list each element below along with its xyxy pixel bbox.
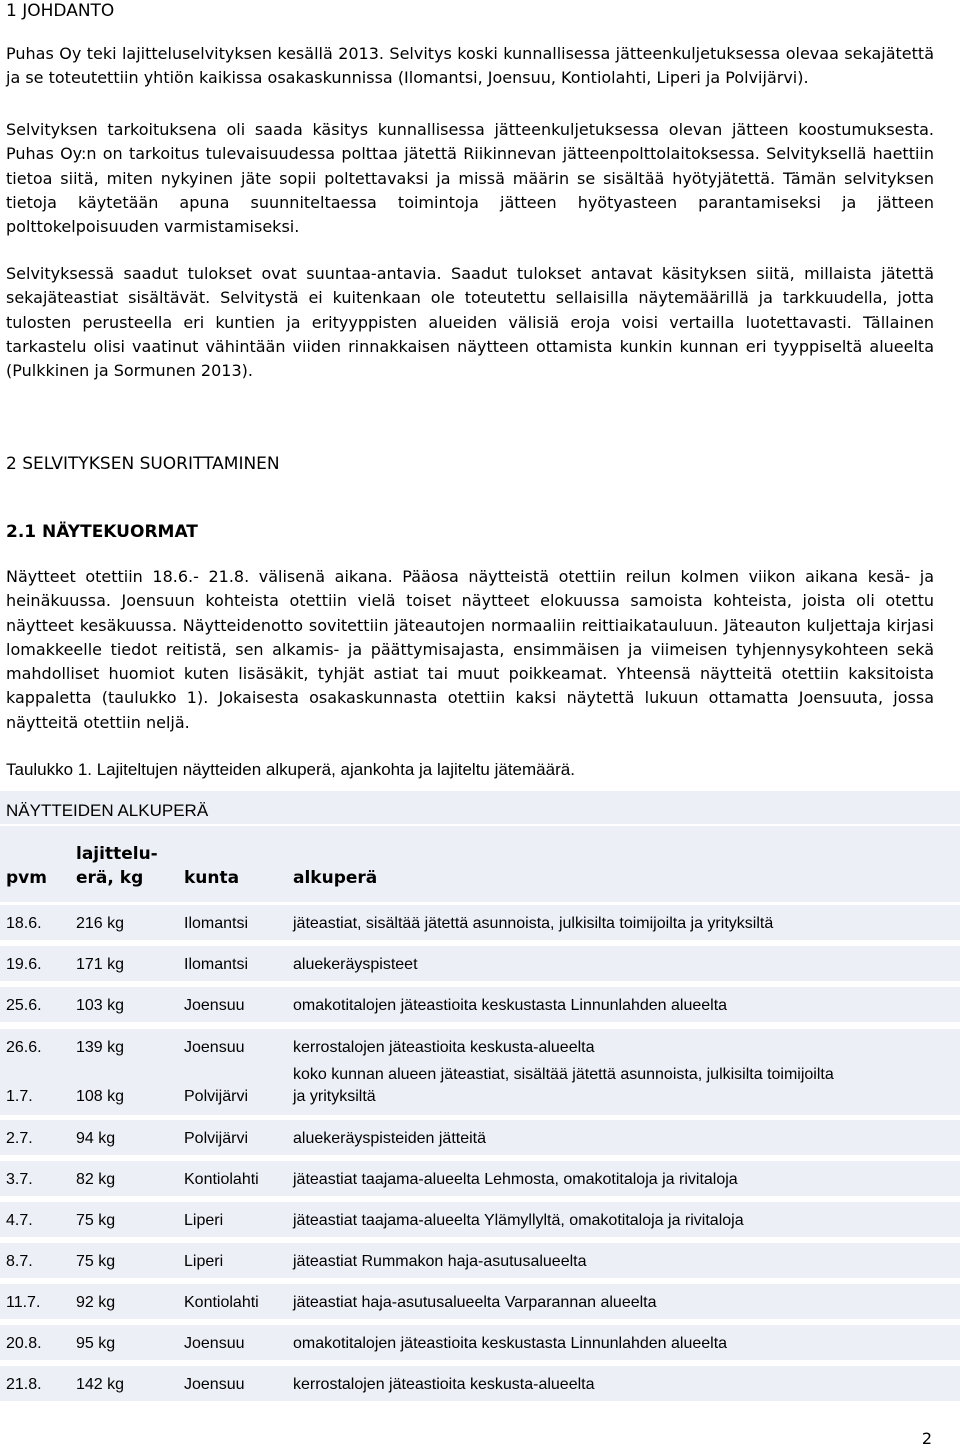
cell-pvm: 8.7. [6, 1253, 33, 1270]
cell-kg: 92 kg [76, 1294, 116, 1311]
cell-pvm: 25.6. [6, 997, 42, 1014]
table-row [0, 1029, 960, 1064]
cell-kg: 108 kg [76, 1088, 125, 1105]
cell-alkupera: aluekeräyspisteiden jätteitä [293, 1130, 487, 1147]
cell-kunta: Polvijärvi [184, 1130, 249, 1147]
cell-kunta: Ilomantsi [184, 915, 249, 932]
cell-kunta: Kontiolahti [184, 1294, 259, 1311]
table-row [0, 1243, 960, 1278]
table-row [0, 1325, 960, 1360]
cell-alkupera: kerrostalojen jäteastioita keskusta-alueelta [293, 1039, 595, 1056]
cell-alkupera: jäteastiat haja-asutusalueelta Varparannan alueelta [293, 1294, 657, 1311]
cell-alkupera-line1: koko kunnan alueen jäteastiat, sisältää jätettä asunnoista, julkisilta toimijoilta [293, 1066, 834, 1083]
cell-kunta: Liperi [184, 1212, 224, 1229]
table-title: NÄYTTEIDEN ALKUPERÄ [6, 801, 209, 820]
cell-pvm: 4.7. [6, 1212, 33, 1229]
cell-kg: 75 kg [76, 1253, 116, 1270]
cell-kg: 94 kg [76, 1130, 116, 1147]
cell-kg: 103 kg [76, 997, 125, 1014]
cell-kg: 216 kg [76, 915, 125, 932]
cell-pvm: 3.7. [6, 1171, 33, 1188]
cell-kunta: Joensuu [184, 997, 245, 1014]
page-number: 2 [921, 1429, 932, 1448]
cell-pvm: 21.8. [6, 1376, 42, 1393]
cell-kg: 171 kg [76, 956, 125, 973]
cell-alkupera: jäteastiat taajama-alueelta Lehmosta, omakotitaloja ja rivitaloja [293, 1171, 738, 1188]
cell-pvm: 19.6. [6, 956, 42, 973]
table-row [0, 1284, 960, 1319]
table-row [0, 905, 960, 940]
cell-kg: 139 kg [76, 1039, 125, 1056]
cell-pvm: 2.7. [6, 1130, 33, 1147]
table-row [0, 1161, 960, 1196]
cell-alkupera: jäteastiat, sisältää jätettä asunnoista, julkisilta toimijoilta ja yrityksiltä [293, 915, 774, 932]
table-row [0, 987, 960, 1022]
section-1-heading: 1 JOHDANTO [6, 1, 115, 21]
cell-kg: 75 kg [76, 1212, 116, 1229]
table-title-row [0, 791, 960, 824]
header-kunta: kunta [184, 868, 240, 888]
cell-kunta: Polvijärvi [184, 1088, 249, 1105]
cell-kunta: Liperi [184, 1253, 224, 1270]
cell-pvm: 18.6. [6, 915, 42, 932]
cell-alkupera: jäteastiat taajama-alueelta Ylämyllyltä, omakotitaloja ja rivitaloja [293, 1212, 744, 1229]
table-row [0, 946, 960, 981]
table-row [0, 1366, 960, 1401]
cell-pvm: 20.8. [6, 1335, 42, 1352]
cell-kg: 82 kg [76, 1171, 116, 1188]
cell-alkupera: omakotitalojen jäteastioita keskustasta Linnunlahden alueelta [293, 1335, 728, 1352]
cell-alkupera: aluekeräyspisteet [293, 956, 418, 973]
cell-kunta: Joensuu [184, 1376, 245, 1393]
header-kg-line2: erä, kg [76, 868, 144, 888]
cell-kg: 95 kg [76, 1335, 116, 1352]
header-kg-line1: lajittelu- [76, 844, 158, 864]
cell-pvm: 26.6. [6, 1039, 42, 1056]
cell-kunta: Joensuu [184, 1335, 245, 1352]
table-row [0, 1120, 960, 1155]
table-row [0, 1202, 960, 1237]
header-pvm: pvm [6, 868, 47, 888]
table-header-row [0, 826, 960, 902]
cell-kunta: Kontiolahti [184, 1171, 259, 1188]
table-row [0, 1063, 960, 1115]
cell-alkupera: omakotitalojen jäteastioita keskustasta Linnunlahden alueelta [293, 997, 728, 1014]
section-2-1-heading: 2.1 NÄYTEKUORMAT [6, 522, 198, 542]
cell-kunta: Joensuu [184, 1039, 245, 1056]
intro-paragraph-2: Selvityksen tarkoituksena oli saada käsitys kunnallisessa jätteenkuljetuksessa olevan jätteen koostumuksesta. Puhas Oy:n on tarkoitus tulevaisuudessa polttaa jätettä Riikinnevan jätteenpolttolaitoksessa. Selvityksellä haettiin tietoa siitä, miten nykyinen jäte sopii poltettavaksi ja missä määrin se sisältää hyötyjätettä. Tämän selvityksen tietoja käytetään apuna suunniteltaessa toimintoja jätteen hyötyasteen parantamiseksi ja jätteen polttokelpoisuuden varmistamiseksi. [6, 120, 934, 237]
cell-kg: 142 kg [76, 1376, 125, 1393]
intro-paragraph-3: Selvityksessä saadut tulokset ovat suuntaa-antavia. Saadut tulokset antavat käsityksen siitä, millaista jätettä sekajäteastiat sisältävät. Selvitystä ei kuitenkaan ole toteutettu sellaisilla näytemäärillä ja tarkkuudella, jotta tulosten perusteella eri kuntien ja erityyppisten alueiden välisiä eroja voisi vertailla luotettavasti. Tällainen tarkastelu olisi vaatinut vähintään viiden rinnakkaisen näytteen ottamista kunkin kunnan eri tyyppiseltä alueelta (Pulkkinen ja Sormunen 2013). [6, 264, 934, 381]
cell-pvm: 1.7. [6, 1088, 33, 1105]
cell-alkupera: jäteastiat Rummakon haja-asutusalueelta [293, 1253, 587, 1270]
table-caption: Taulukko 1. Lajiteltujen näytteiden alkuperä, ajankohta ja lajiteltu jätemäärä. [6, 760, 575, 779]
cell-kunta: Ilomantsi [184, 956, 249, 973]
intro-paragraph-1: Puhas Oy teki lajitteluselvityksen kesällä 2013. Selvitys koski kunnallisessa jätteenkuljetuksessa olevaa sekajätettä ja se toteutettiin yhtiön kaikissa osakaskunnissa (Ilomantsi, Joensuu, Kontiolahti, Liperi ja Polvijärvi). [6, 44, 934, 88]
cell-alkupera: kerrostalojen jäteastioita keskusta-alueelta [293, 1376, 595, 1393]
section-2-heading: 2 SELVITYKSEN SUORITTAMINEN [6, 454, 280, 474]
cell-pvm: 11.7. [6, 1294, 41, 1311]
sampling-paragraph: Näytteet otettiin 18.6.- 21.8. välisenä aikana. Pääosa näytteistä otettiin reilun kolmen viikon aikana kesä- ja heinäkuussa. Joensuun kohteista otettiin vielä toiset näytteet elokuussa samoista kohteista, joista oli otettu näytteet kesäkuussa. Näytteidenotto sovitettiin jäteautojen normaaliin reittiaikatauluun. Jäteauton kuljettaja kirjasi lomakkeelle tiedot reitistä, sen alkamis- ja päättymisajasta, ensimmäisen ja viimeisen tyhjennysykohteen sekä mahdolliset huomiot kuten lisäsäkit, tyhjät astiat tai muut poikkeamat. Yhteensä näytteitä otettiin kaksitoista kappaletta (taulukko 1). Jokaisesta osakaskunnasta otettiin kaksi näytettä lukuun ottamatta Joensuuta, jossa näytteitä otettiin neljä. [6, 567, 934, 732]
cell-alkupera-line2: ja yrityksiltä [293, 1088, 376, 1105]
header-alkupera: alkuperä [293, 868, 378, 888]
